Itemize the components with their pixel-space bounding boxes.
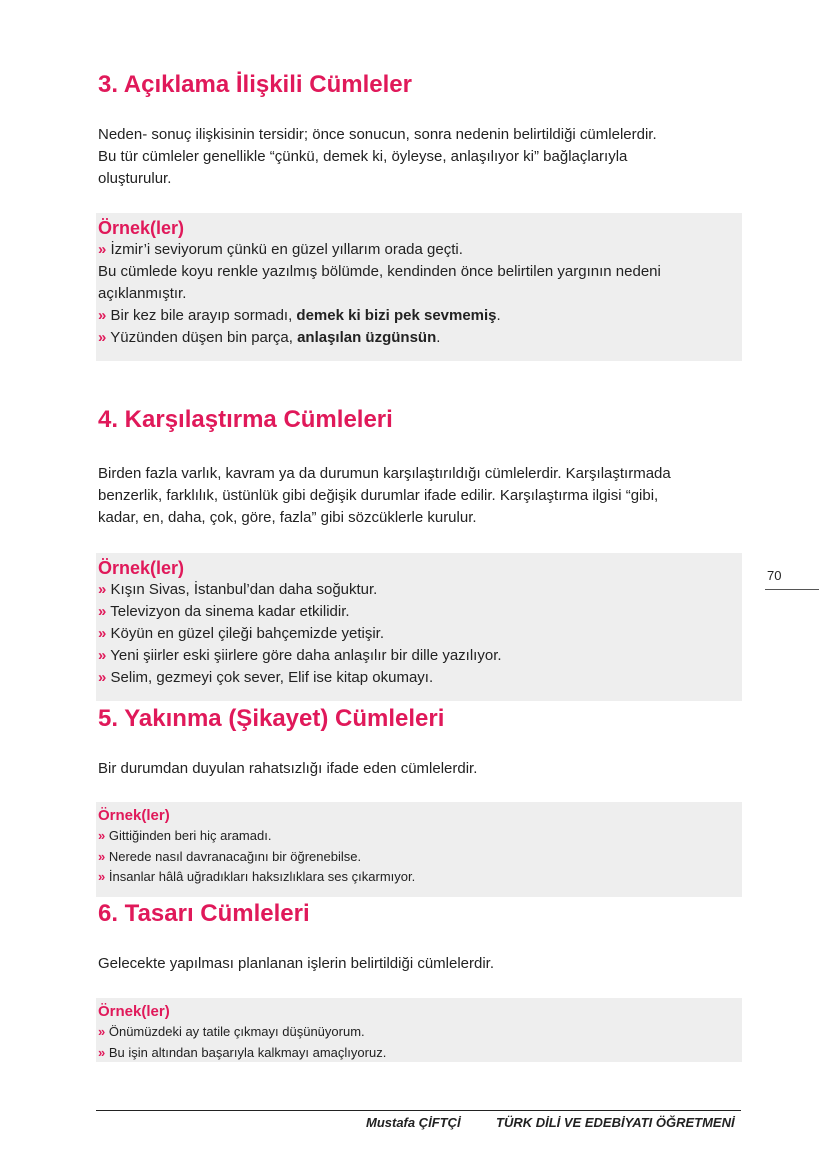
page-number-rule: [765, 589, 819, 590]
section-3-description: [98, 124, 738, 190]
footer-author: Mustafa ÇİFTÇİ: [366, 1115, 461, 1130]
example-text: İnsanlar hâlâ uğradıkları haksızlıklara ses çıkarmıyor.: [108, 869, 416, 884]
chevron-marker-icon: »: [98, 848, 106, 864]
chevron-marker-icon: »: [98, 307, 107, 324]
section-3-title: 3. Açıklama İlişkili Cümleler: [98, 71, 412, 98]
chevron-marker-icon: »: [98, 603, 107, 620]
example-item: [98, 847, 742, 868]
example-end: .: [436, 329, 441, 346]
chevron-marker-icon: »: [98, 869, 106, 884]
example-item: [98, 867, 742, 888]
footer-rule: [96, 1110, 741, 1111]
description-line: Neden- sonuç ilişkisinin tersidir; önce sonucun, sonra nedenin belirtildiği cümlelerdir.: [98, 126, 657, 143]
description-line: Bu tür cümleler genellikle “çünkü, demek ki, öyleyse, anlaşılıyor ki” bağlaçlarıyla: [98, 148, 628, 165]
example-item: [98, 601, 742, 623]
section-6-description: [98, 953, 738, 975]
example-emphasis: anlaşılan üzgünsün: [297, 329, 437, 346]
example-item: [98, 1043, 742, 1064]
explanation-line: Bu cümlede koyu renkle yazılmış bölümde, kendinden önce belirtilen yargının nedeni: [98, 263, 661, 280]
section-5-examples-box: [96, 802, 742, 897]
example-text: Nerede nasıl davranacağını bir öğrenebilse.: [108, 848, 362, 864]
examples-label: Örnek(ler): [98, 218, 185, 238]
example-text: Yüzünden düşen bin parça,: [110, 329, 298, 346]
chevron-marker-icon: »: [98, 581, 107, 598]
chevron-marker-icon: »: [98, 241, 107, 258]
section-5-description: [98, 758, 738, 780]
example-text: Bir kez bile arayıp sormadı,: [110, 307, 297, 324]
example-text: Televizyon da sinema kadar etkilidir.: [110, 603, 350, 620]
footer-role: TÜRK DİLİ VE EDEBİYATI ÖĞRETMENİ: [496, 1115, 735, 1130]
example-item: [98, 305, 742, 327]
chevron-marker-icon: »: [98, 625, 107, 642]
example-text: Gittiğinden beri hiç aramadı.: [108, 828, 272, 843]
explanation-line: açıklanmıştır.: [98, 285, 187, 302]
chevron-marker-icon: »: [98, 1044, 106, 1060]
section-5-title: 5. Yakınma (Şikayet) Cümleleri: [98, 705, 445, 732]
example-item: [98, 579, 742, 601]
examples-label: Örnek(ler): [98, 558, 185, 578]
chevron-marker-icon: »: [98, 1024, 106, 1039]
example-text: Bu işin altından başarıyla kalkmayı amaçlıyoruz.: [108, 1044, 387, 1060]
description-line: benzerlik, farklılık, üstünlük gibi değişik durumlar ifade edilir. Karşılaştırma ilgisi “gibi,: [98, 487, 659, 504]
example-text: Yeni şiirler eski şiirlere göre daha anlaşılır bir dille yazılıyor.: [110, 647, 502, 664]
example-text: Kışın Sivas, İstanbul’dan daha soğuktur.: [110, 581, 378, 598]
page-number: 70: [767, 568, 782, 583]
example-item: [98, 623, 742, 645]
description-line: Bir durumdan duyulan rahatsızlığı ifade eden cümlelerdir.: [98, 760, 478, 777]
description-line: kadar, en, daha, çok, göre, fazla” gibi sözcüklerle kurulur.: [98, 509, 477, 526]
description-line: oluşturulur.: [98, 170, 172, 187]
section-4-title: 4. Karşılaştırma Cümleleri: [98, 406, 393, 433]
example-explanation: [98, 261, 742, 305]
section-6-examples-box: [96, 998, 742, 1062]
description-line: Birden fazla varlık, kavram ya da durumun karşılaştırıldığı cümlelerdir. Karşılaştırmada: [98, 465, 671, 482]
section-4-examples-box: [96, 553, 742, 701]
example-item: [98, 826, 742, 847]
section-3-examples-box: [96, 213, 742, 361]
example-text: İzmir’i seviyorum çünkü en güzel yıllarım orada geçti.: [110, 241, 463, 258]
example-end: .: [496, 307, 501, 324]
chevron-marker-icon: »: [98, 647, 107, 664]
chevron-marker-icon: »: [98, 329, 107, 346]
example-item: [98, 239, 742, 261]
description-line: Gelecekte yapılması planlanan işlerin belirtildiği cümlelerdir.: [98, 955, 495, 972]
chevron-marker-icon: »: [98, 828, 106, 843]
examples-label: Örnek(ler): [98, 1003, 170, 1020]
examples-label: Örnek(ler): [98, 807, 170, 824]
example-emphasis: demek ki bizi pek sevmemiş: [296, 307, 497, 324]
chevron-marker-icon: »: [98, 669, 107, 686]
example-item: [98, 667, 742, 689]
example-text: Önümüzdeki ay tatile çıkmayı düşünüyorum.: [108, 1024, 365, 1039]
example-text: Selim, gezmeyi çok sever, Elif ise kitap okumayı.: [110, 669, 434, 686]
example-item: [98, 645, 742, 667]
section-4-description: [98, 463, 738, 529]
example-text: Köyün en güzel çileği bahçemizde yetişir.: [110, 625, 385, 642]
example-item: [98, 327, 742, 349]
example-item: [98, 1022, 742, 1043]
section-6-title: 6. Tasarı Cümleleri: [98, 900, 310, 927]
